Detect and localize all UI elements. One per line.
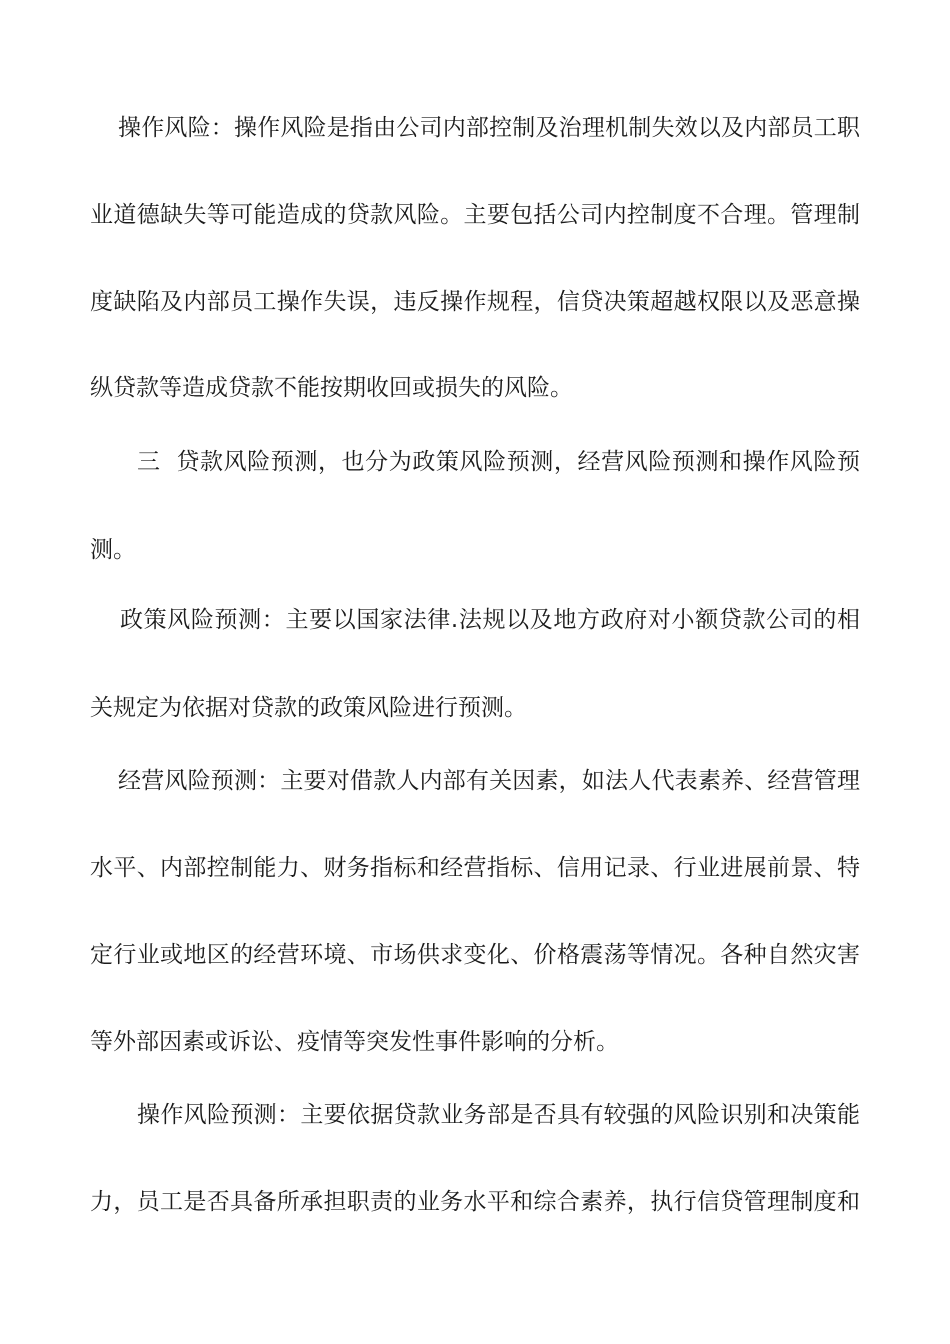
text-line: 水平、内部控制能力、财务指标和经营指标、信用记录、行业进展前景、特 [90, 855, 860, 881]
text-line: 政策风险预测：主要以国家法律.法规以及地方政府对小额贷款公司的相 [120, 607, 860, 633]
section-heading-line: 三 贷款风险预测，也分为政策风险预测，经营风险预测和操作风险预 [137, 449, 860, 475]
text-line: 关规定为依据对贷款的政策风险进行预测。 [90, 695, 527, 721]
text-line: 测。 [90, 537, 136, 563]
text-line: 经营风险预测：主要对借款人内部有关因素，如法人代表素养、经营管理 [118, 768, 860, 794]
text-line: 纵贷款等造成贷款不能按期收回或损失的风险。 [90, 375, 573, 401]
text-line: 操作风险：操作风险是指由公司内部控制及治理机制失效以及内部员工职 [118, 115, 860, 141]
text-line: 度缺陷及内部员工操作失误，违反操作规程，信贷决策超越权限以及恶意操 [90, 289, 860, 315]
text-line: 业道德缺失等可能造成的贷款风险。主要包括公司内控制度不合理。管理制 [90, 202, 860, 228]
text-line: 操作风险预测：主要依据贷款业务部是否具有较强的风险识别和决策能 [137, 1102, 860, 1128]
text-line: 定行业或地区的经营环境、市场供求变化、价格震荡等情况。各种自然灾害 [90, 942, 860, 968]
text-line: 力，员工是否具备所承担职责的业务水平和综合素养，执行信贷管理制度和 [90, 1189, 860, 1215]
text-line: 等外部因素或诉讼、疫情等突发性事件影响的分析。 [90, 1029, 619, 1055]
